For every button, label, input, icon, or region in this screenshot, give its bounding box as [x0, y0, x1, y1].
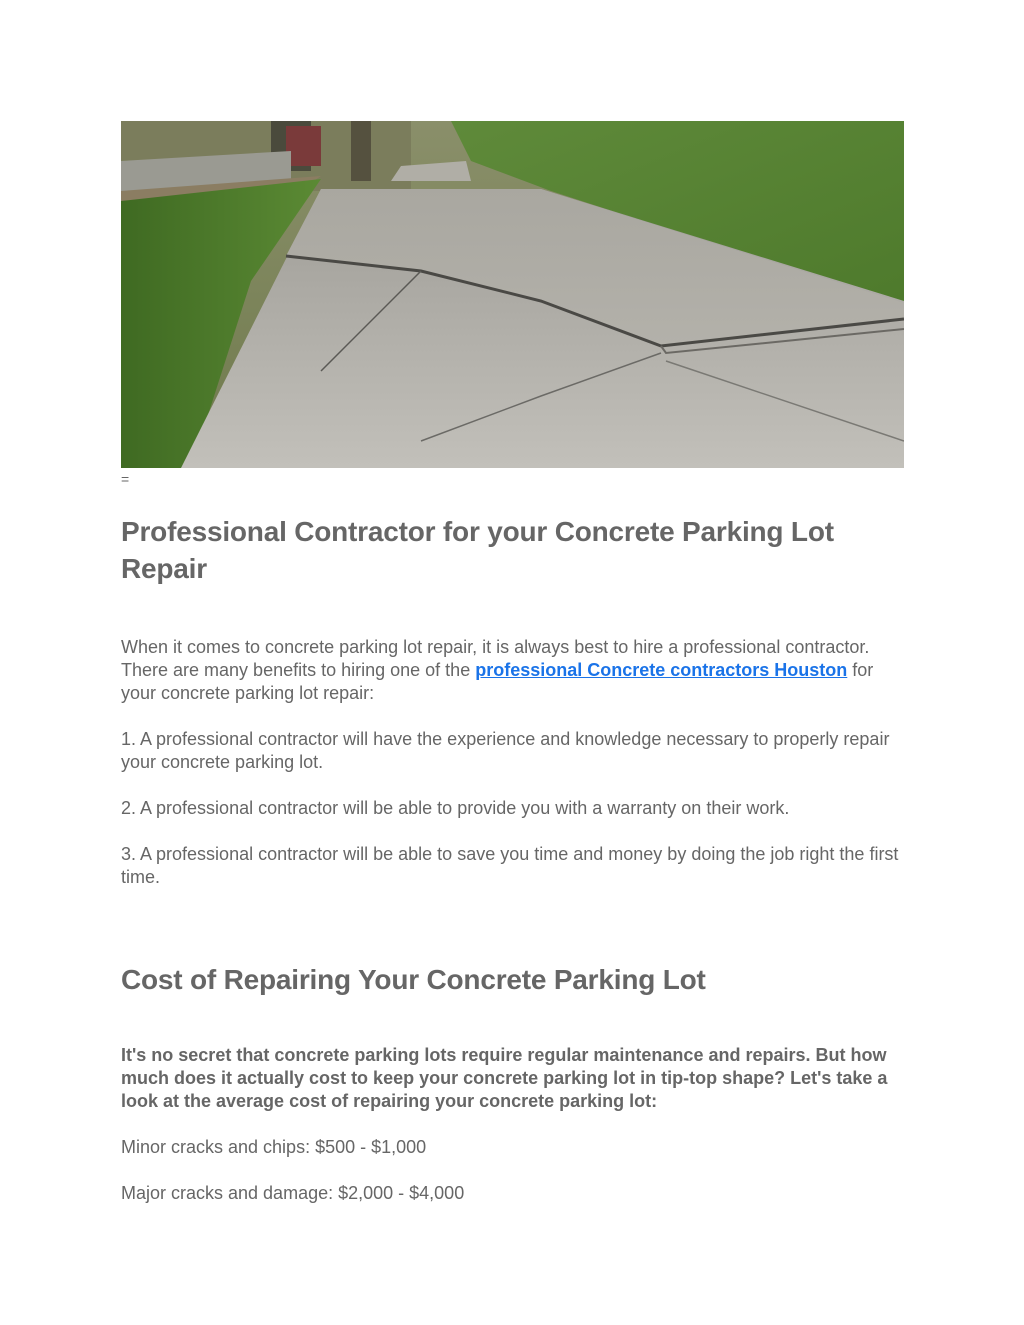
intro-text-after-link: for your concrete parking lot repair: [121, 660, 874, 703]
cost-intro-paragraph: It's no secret that concrete parking lots require regular maintenance and repairs. But how much does it actually cost to keep your concrete parking lot in tip-top shape? Let's take a look at the average cost of repairing your concrete parking lot: [121, 1045, 888, 1111]
cost-item: Major cracks and damage: $2,000 - $4,000 [121, 1183, 465, 1203]
list-item: 2. A professional contractor will be able to provide you with a warranty on their work. [121, 798, 790, 818]
section-heading-cost: Cost of Repairing Your Concrete Parking Lot [121, 964, 706, 995]
image-caption-marker: = [121, 471, 130, 487]
section-heading-contractor: Professional Contractor for your Concrete Parking Lot Repair [121, 516, 834, 584]
intro-paragraph [121, 636, 904, 705]
list-item: 1. A professional contractor will have the experience and knowledge necessary to properly repair your concrete parking lot. [121, 729, 890, 772]
document-page [121, 121, 904, 1205]
contractors-houston-link[interactable]: professional Concrete contractors Houston [475, 660, 848, 680]
cost-item: Minor cracks and chips: $500 - $1,000 [121, 1137, 427, 1157]
cracked-sidewalk-photo [121, 121, 904, 468]
list-item: 3. A professional contractor will be able to save you time and money by doing the job right the first time. [121, 844, 899, 887]
intro-text-before-link: When it comes to concrete parking lot repair, it is always best to hire a professional contractor. There are many benefits to hiring one of the [121, 637, 870, 680]
